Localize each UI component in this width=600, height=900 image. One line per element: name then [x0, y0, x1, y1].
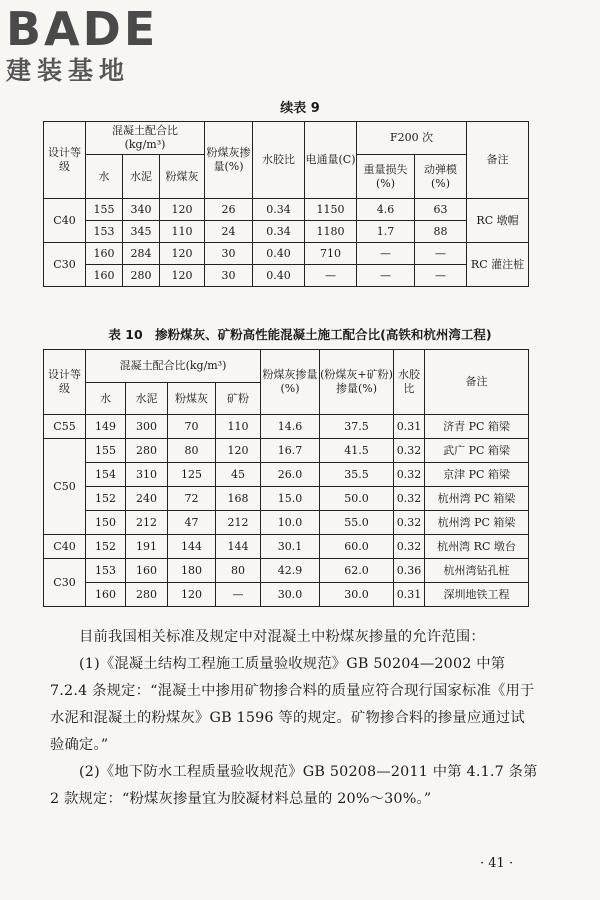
table-cell: 80: [216, 559, 261, 583]
table9-caption: 续表 9: [280, 101, 320, 116]
table-cell: 63: [415, 199, 467, 221]
table-cell: 30.1: [261, 535, 320, 559]
table-cell: 150: [86, 511, 126, 535]
table-cell: 80: [168, 439, 216, 463]
table-cell: 30.0: [320, 583, 394, 607]
table-cell: 37.5: [320, 415, 394, 439]
table-cell: 47: [168, 511, 216, 535]
table-cell: C50: [44, 439, 86, 535]
table-row: [44, 463, 529, 487]
table-cell: C30: [44, 559, 86, 607]
logo-wordmark: BADE: [6, 2, 159, 56]
table-cell: —: [216, 583, 261, 607]
table-9: [43, 121, 529, 287]
table9-header-remark: 备注: [467, 122, 529, 199]
table-cell: —: [415, 265, 467, 287]
table-cell: RC 墩帽: [467, 199, 529, 243]
table-row: [44, 265, 529, 287]
table-cell: 345: [123, 221, 160, 243]
table9-header-mass-loss: 重量损失(%): [357, 155, 415, 199]
table-cell: C30: [44, 243, 86, 287]
table-cell: 35.5: [320, 463, 394, 487]
table10-header-grade: 设计等级: [44, 350, 86, 415]
table-cell: 50.0: [320, 487, 394, 511]
table-cell: 30: [205, 265, 253, 287]
table-cell: 14.6: [261, 415, 320, 439]
table9-header-modulus: 动弹模(%): [415, 155, 467, 199]
table10-header-remark: 备注: [425, 350, 529, 415]
table-cell: 0.32: [394, 463, 425, 487]
table-cell: 212: [216, 511, 261, 535]
table-cell: 42.9: [261, 559, 320, 583]
table-cell: 153: [86, 221, 123, 243]
table-cell: 160: [126, 559, 168, 583]
table-cell: 15.0: [261, 487, 320, 511]
table9-header-cement: 水泥: [123, 155, 160, 199]
table-cell: 120: [160, 199, 205, 221]
table-cell: 0.32: [394, 535, 425, 559]
table-cell: 26: [205, 199, 253, 221]
table10-header-slag: 矿粉: [216, 383, 261, 415]
table-row: [44, 559, 529, 583]
table9-header-grade: 设计等级: [44, 122, 86, 199]
table-cell: 280: [126, 583, 168, 607]
table-cell: 160: [86, 583, 126, 607]
paragraph-gb50204: (1)《混凝土结构工程施工质量验收规范》GB 50204—2002 中第 7.2.4 条规定：“混凝土中掺用矿物掺合料的质量应符合现行国家标准《用于水泥和混凝土的粉煤灰》GB 1596 等的规定。矿物掺合料的掺量应通过试验确定。”: [50, 656, 535, 753]
table-10: [43, 349, 529, 607]
table-cell: 41.5: [320, 439, 394, 463]
table-cell: 0.40: [253, 243, 305, 265]
table-cell: RC 灌注桩: [467, 243, 529, 287]
table10-header-combined-rate: (粉煤灰+矿粉)掺量(%): [320, 350, 394, 415]
table-cell: 72: [168, 487, 216, 511]
table-cell: 济青 PC 箱梁: [425, 415, 529, 439]
table-cell: 280: [123, 265, 160, 287]
table-cell: 152: [86, 487, 126, 511]
paragraph-gb50208: (2)《地下防水工程质量验收规范》GB 50208—2011 中第 4.1.7 条第 2 款规定：“粉煤灰掺量宜为胶凝材料总量的 20%～30%。”: [50, 764, 538, 807]
paragraph-intro: 目前我国相关标准及规定中对混凝土中粉煤灰掺量的允许范围：: [79, 629, 485, 645]
table-cell: 144: [216, 535, 261, 559]
table-row: [44, 243, 529, 265]
table-cell: 152: [86, 535, 126, 559]
table-cell: C40: [44, 535, 86, 559]
table-cell: 70: [168, 415, 216, 439]
table-cell: 55.0: [320, 511, 394, 535]
table-cell: 120: [160, 265, 205, 287]
table-cell: 1180: [305, 221, 357, 243]
table10-caption: 表 10 掺粉煤灰、矿粉高性能混凝土施工配合比(高铁和杭州湾工程): [108, 327, 492, 342]
table-cell: 深圳地铁工程: [425, 583, 529, 607]
table-cell: 149: [86, 415, 126, 439]
table-row: [44, 583, 529, 607]
table-cell: 杭州湾 PC 箱梁: [425, 511, 529, 535]
table-cell: 191: [126, 535, 168, 559]
table-cell: 0.36: [394, 559, 425, 583]
table-cell: 120: [168, 583, 216, 607]
table10-header-flyash: 粉煤灰: [168, 383, 216, 415]
table-cell: 0.31: [394, 415, 425, 439]
table-cell: 153: [86, 559, 126, 583]
table-cell: 240: [126, 487, 168, 511]
table-row: [44, 511, 529, 535]
table-cell: —: [357, 243, 415, 265]
table-cell: 310: [126, 463, 168, 487]
table-cell: 1.7: [357, 221, 415, 243]
table-cell: 180: [168, 559, 216, 583]
table-cell: 160: [86, 243, 123, 265]
table-cell: 62.0: [320, 559, 394, 583]
table-cell: 杭州湾钻孔桩: [425, 559, 529, 583]
table-cell: 125: [168, 463, 216, 487]
table-cell: 30: [205, 243, 253, 265]
table-row: [44, 535, 529, 559]
table-cell: 45: [216, 463, 261, 487]
table9-header-mix: 混凝土配合比 (kg/m³): [86, 122, 205, 155]
table-cell: 144: [168, 535, 216, 559]
table-row: [44, 439, 529, 463]
table-cell: 0.32: [394, 511, 425, 535]
table-cell: 4.6: [357, 199, 415, 221]
table9-header-wc: 水胶比: [253, 122, 305, 199]
table-cell: 0.32: [394, 439, 425, 463]
table-cell: 1150: [305, 199, 357, 221]
body-text: [50, 624, 538, 813]
table-cell: 60.0: [320, 535, 394, 559]
logo-subtitle: 建装基地: [6, 56, 131, 85]
table-cell: 0.32: [394, 487, 425, 511]
table-cell: 120: [160, 243, 205, 265]
table-cell: 30.0: [261, 583, 320, 607]
table-row: [44, 487, 529, 511]
table9-header-flyash: 粉煤灰: [160, 155, 205, 199]
table10-header-water: 水: [86, 383, 126, 415]
table-cell: 0.31: [394, 583, 425, 607]
table-cell: 160: [86, 265, 123, 287]
table-cell: 300: [126, 415, 168, 439]
table-cell: 24: [205, 221, 253, 243]
table-cell: 340: [123, 199, 160, 221]
table-cell: 710: [305, 243, 357, 265]
table9-header-flyash-rate: 粉煤灰掺量(%): [205, 122, 253, 199]
table-cell: 168: [216, 487, 261, 511]
table-cell: —: [415, 243, 467, 265]
table-cell: 110: [160, 221, 205, 243]
table-cell: 武广 PC 箱梁: [425, 439, 529, 463]
table10-header-wb: 水胶比: [394, 350, 425, 415]
table10-header-mix: 混凝土配合比(kg/m³): [86, 350, 261, 383]
table10-header-flyash-rate: 粉煤灰掺量(%): [261, 350, 320, 415]
table9-header-water: 水: [86, 155, 123, 199]
table-cell: 120: [216, 439, 261, 463]
table9-header-f200: F200 次: [357, 122, 467, 155]
table-cell: 16.7: [261, 439, 320, 463]
table-cell: 杭州湾 RC 墩台: [425, 535, 529, 559]
table-cell: C40: [44, 199, 86, 243]
table-row: [44, 199, 529, 221]
table-cell: 154: [86, 463, 126, 487]
table-cell: 280: [126, 439, 168, 463]
table-cell: 京津 PC 箱梁: [425, 463, 529, 487]
table-cell: 110: [216, 415, 261, 439]
table-cell: —: [305, 265, 357, 287]
table-cell: 88: [415, 221, 467, 243]
table9-header-flux: 电通量(C): [305, 122, 357, 199]
table-cell: 0.34: [253, 199, 305, 221]
page-number: · 41 ·: [480, 856, 514, 871]
table-cell: C55: [44, 415, 86, 439]
table-cell: 212: [126, 511, 168, 535]
table-cell: 杭州湾 PC 箱梁: [425, 487, 529, 511]
table-cell: 155: [86, 199, 123, 221]
table10-header-cement: 水泥: [126, 383, 168, 415]
table-cell: 10.0: [261, 511, 320, 535]
bade-logo: [6, 4, 176, 86]
table-cell: 155: [86, 439, 126, 463]
table-cell: 26.0: [261, 463, 320, 487]
table-row: [44, 221, 529, 243]
table-cell: 284: [123, 243, 160, 265]
table-cell: 0.34: [253, 221, 305, 243]
table-row: [44, 415, 529, 439]
table-cell: —: [357, 265, 415, 287]
table-cell: 0.40: [253, 265, 305, 287]
